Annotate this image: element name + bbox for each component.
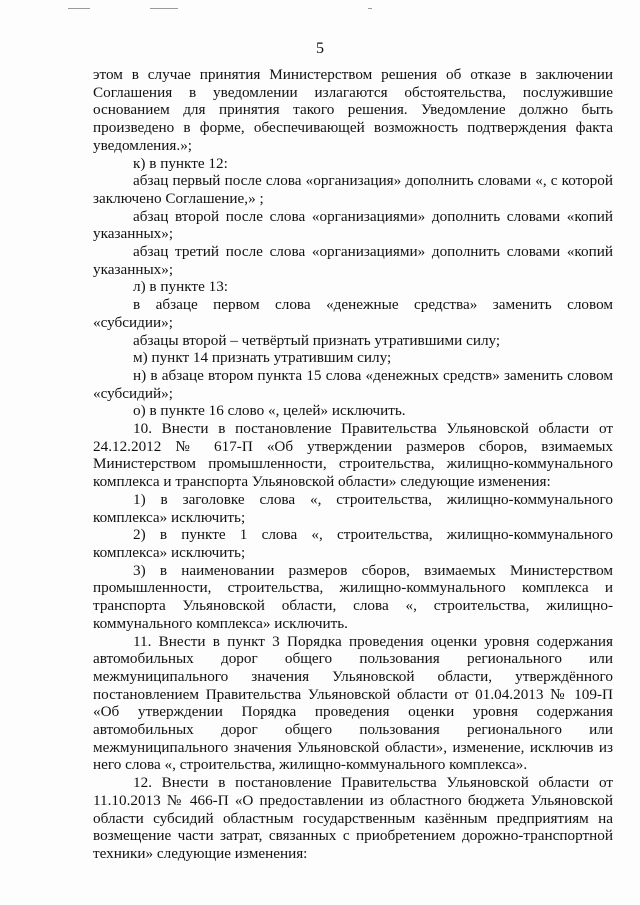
paragraph: 3) в наименовании размеров сборов, взимаемых Министерством промышленности, строительства, жилищно-коммунального комплекса и транспорта Ульяновской области, слова «, строительства, жилищно-коммунального комплекса» исключить. bbox=[93, 561, 613, 632]
scan-artifact bbox=[368, 8, 372, 9]
paragraph: в абзаце первом слова «денежные средства» заменить словом «субсидии»; bbox=[93, 296, 613, 331]
paragraph: 2) в пункте 1 слова «, строительства, жилищно-коммунального комплекса» исключить; bbox=[93, 526, 613, 561]
paragraph: к) в пункте 12: bbox=[133, 154, 228, 172]
scan-artifact bbox=[68, 8, 90, 9]
page-number: 5 bbox=[316, 40, 324, 57]
document-body bbox=[93, 66, 613, 863]
paragraph: о) в пункте 16 слово «, целей» исключить. bbox=[133, 402, 406, 420]
paragraph: абзацы второй – четвёртый признать утратившими силу; bbox=[133, 331, 501, 349]
paragraph: абзац третий после слова «организациями» дополнить словами «копий указанных»; bbox=[93, 243, 613, 278]
paragraph: л) в пункте 13: bbox=[133, 278, 229, 296]
paragraph: этом в случае принятия Министерством решения об отказе в заключении Соглашения в уведомлении излагаются обстоятельства, послужившие основанием для принятия такого решения. Уведомление должно быть произведено в форме, обеспечивающей возможность подтверждения факта уведомления.»; bbox=[93, 66, 613, 154]
paragraph: абзац первый после слова «организация» дополнить словами «, с которой заключено Соглашение,» ; bbox=[93, 172, 613, 207]
paragraph: 1) в заголовке слова «, строительства, жилищно-коммунального комплекса» исключить; bbox=[93, 490, 613, 526]
paragraph: 10. Внести в постановление Правительства Ульяновской области от 24.12.2012 № 617-П «Об утверждении размеров сборов, взимаемых Министерством промышленности, строительства, жилищно-коммунального комплекса и транспорта Ульяновской области» следующие изменения: bbox=[93, 420, 613, 491]
paragraph: абзац второй после слова «организациями» дополнить словами «копий указанных»; bbox=[93, 207, 613, 243]
scan-artifact bbox=[150, 8, 178, 9]
paragraph: 11. Внести в пункт 3 Порядка проведения оценки уровня содержания автомобильных дорог общего пользования регионального или межмуниципального значения Ульяновской области, утверждённого постановлением Правительства Ульяновской области от 01.04.2013 № 109-П «Об утверждении Порядка проведения оценки уровня содержания автомобильных дорог общего пользования регионального или межмуниципального значения Ульяновской области», изменение, исключив из него слова «, строительства, жилищно-коммунального комплекса». bbox=[93, 632, 613, 774]
paragraph: 12. Внести в постановление Правительства Ульяновской области от 11.10.2013 № 466-П «О предоставлении из областного бюджета Ульяновской области субсидий областным государственным казённым предприятиям на возмещение части затрат, связанных с приобретением дорожно-транспортной техники» следующие изменения: bbox=[93, 774, 613, 862]
paragraph: н) в абзаце втором пункта 15 слова «денежных средств» заменить словом «субсидий»; bbox=[93, 366, 613, 402]
paragraph: м) пункт 14 признать утратившим силу; bbox=[133, 349, 392, 367]
